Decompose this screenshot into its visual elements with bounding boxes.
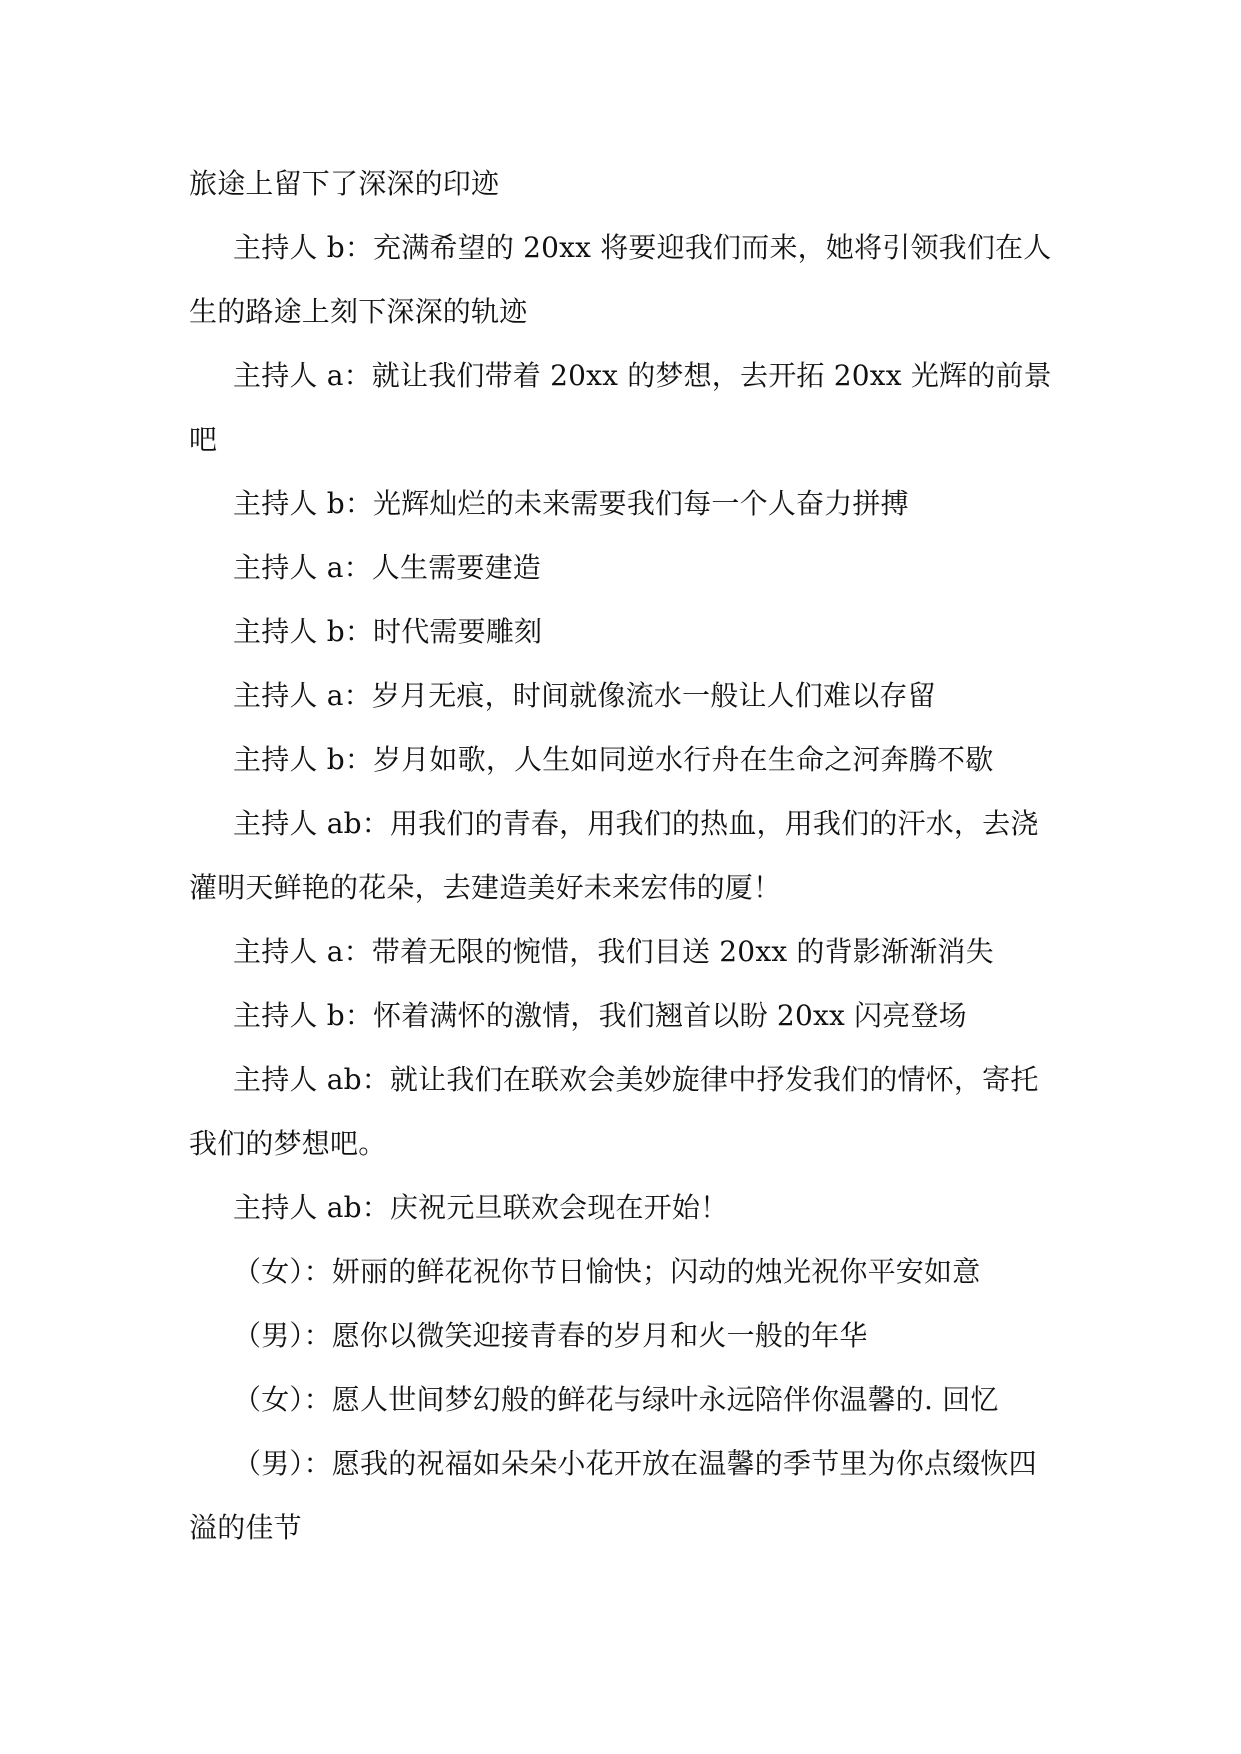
- paragraph-2: 主持人 a：就让我们带着 20xx 的梦想，去开拓 20xx 光辉的前景吧: [189, 359, 1052, 456]
- paragraph-3: 主持人 b：光辉灿烂的未来需要我们每一个人奋力拼搏: [233, 487, 909, 520]
- paragraph-0: 旅途上留下了深深的印迹: [189, 167, 500, 200]
- paragraph-5: 主持人 b：时代需要雕刻: [233, 615, 543, 648]
- paragraph-8: 主持人 ab：用我们的青春，用我们的热血，用我们的汗水，去浇灌明天鲜艳的花朵，去建造美好未来宏伟的厦！: [189, 807, 1039, 904]
- paragraph-11: 主持人 ab：就让我们在联欢会美妙旋律中抒发我们的情怀，寄托我们的梦想吧。: [189, 1063, 1039, 1160]
- paragraph-16: （男）：愿我的祝福如朵朵小花开放在温馨的季节里为你点缀恢四溢的佳节: [189, 1447, 1037, 1544]
- paragraph-6: 主持人 a：岁月无痕，时间就像流水一般让人们难以存留: [233, 679, 936, 712]
- paragraph-12: 主持人 ab：庆祝元旦联欢会现在开始！: [233, 1191, 729, 1224]
- paragraph-7: 主持人 b：岁月如歌，人生如同逆水行舟在生命之河奔腾不歇: [233, 743, 994, 776]
- paragraph-10: 主持人 b：怀着满怀的激情，我们翘首以盼 20xx 闪亮登场: [233, 999, 967, 1032]
- paragraph-13: （女）：妍丽的鲜花祝你节日愉快；闪动的烛光祝你平安如意: [233, 1255, 981, 1288]
- paragraph-14: （男）：愿你以微笑迎接青春的岁月和火一般的年华: [233, 1319, 868, 1352]
- paragraph-15: （女）：愿人世间梦幻般的鲜花与绿叶永远陪伴你温馨的. 回忆: [233, 1383, 999, 1416]
- paragraph-1: 主持人 b：充满希望的 20xx 将要迎我们而来，她将引领我们在人生的路途上刻下深深的轨迹: [189, 231, 1052, 328]
- paragraph-9: 主持人 a：带着无限的惋惜，我们目送 20xx 的背影渐渐消失: [233, 935, 994, 968]
- paragraph-4: 主持人 a：人生需要建造: [233, 551, 541, 584]
- document-body: [189, 152, 1061, 1560]
